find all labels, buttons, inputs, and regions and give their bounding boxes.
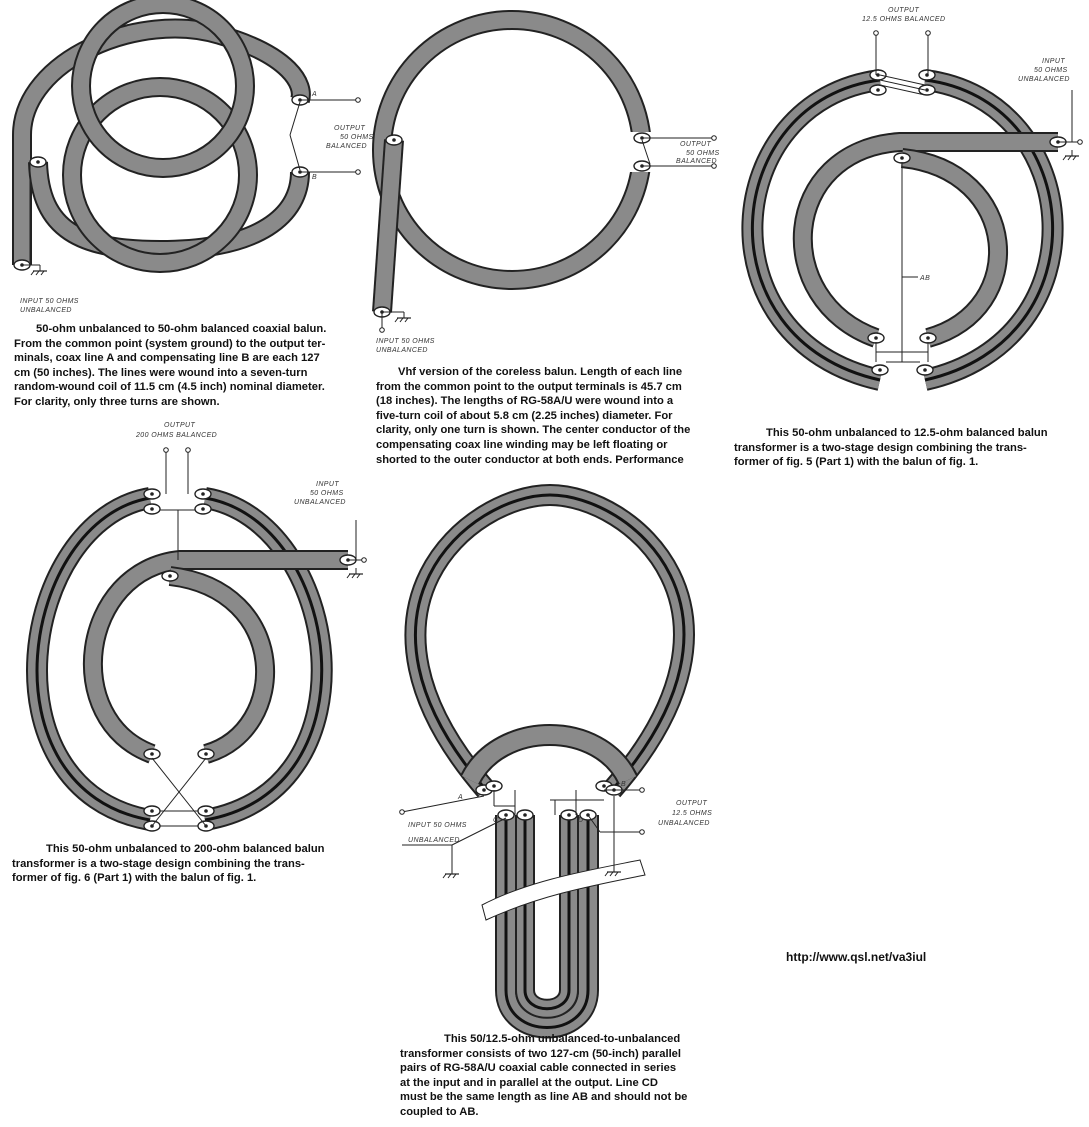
fig4-input-label-3: UNBALANCED: [294, 499, 346, 506]
fig1-input-label-1: INPUT 50 OHMS: [20, 298, 79, 305]
fig5-label-b: B: [621, 781, 627, 788]
fig2-output-terminal-1: [712, 136, 717, 141]
fig2-input-label-2: UNBALANCED: [376, 347, 428, 354]
fig3-coax-windings: [752, 70, 1066, 380]
fig4-input-terminal: [362, 558, 367, 563]
fig1-output-label-1: OUTPUT: [334, 125, 366, 132]
fig2-coax-loop: [374, 20, 656, 317]
fig5-caption: This 50/12.5-ohm unbalanced-to-unbalanced transformer consists of two 127-cm (50-inch) parallel pairs of RG-58A/U coaxial cable connected in series at the input and in parallel at the output. Line CD must be the same length as line AB and should not be coupled to AB.: [400, 1033, 688, 1118]
fig5-input-label-1: INPUT 50 OHMS: [408, 822, 467, 829]
fig4-input-label-2: 50 OHMS: [310, 490, 344, 497]
fig1-label-a: A: [312, 91, 318, 98]
fig3-output-label-1: OUTPUT: [888, 7, 920, 14]
source-url[interactable]: http://www.qsl.net/va3iul: [786, 950, 927, 964]
fig1-output-label-3: BALANCED: [326, 143, 367, 150]
fig1-caption: 50-ohm unbalanced to 50-ohm balanced coaxial balun. From the common point (system ground) to the output ter- minals, coax line A and compensating line B are each 127 cm (50 inches). The lines were wound into a seven-turn random-wound coil of 11.5 cm (4.5 inch) nominal diameter. For clarity, only three turns are shown.: [14, 323, 327, 408]
fig1-ground-icon: [31, 265, 47, 275]
fig5-input-ground-icon: [443, 868, 459, 878]
fig3-output-label-2: 12.5 OHMS BALANCED: [862, 16, 946, 23]
fig5-label-a: A: [458, 794, 464, 801]
fig5-input-label-2: UNBALANCED: [408, 837, 460, 844]
fig5-input-terminal: [400, 810, 405, 815]
fig1-label-b: B: [312, 174, 318, 181]
fig5-label-c: C: [493, 817, 499, 824]
fig1-input-label-2: UNBALANCED: [20, 307, 72, 314]
figure-3-12-5-ohm-balun: [752, 7, 1082, 380]
fig2-output-label-3: BALANCED: [676, 158, 717, 165]
fig4-output-terminal-2: [186, 448, 191, 453]
fig4-coax-windings: [37, 489, 356, 831]
fig4-output-label-2: 200 OHMS BALANCED: [136, 432, 218, 439]
fig5-output-terminal-2: [640, 830, 645, 835]
fig5-output-terminal-1: [640, 788, 645, 793]
fig5-output-label-2: 12.5 OHMS: [672, 810, 713, 817]
fig3-input-label-3: UNBALANCED: [1018, 76, 1070, 83]
fig4-ground-icon: [347, 568, 363, 578]
fig2-output-label-1: OUTPUT: [680, 141, 712, 148]
fig3-output-terminal-1: [874, 31, 879, 36]
figure-4-200-ohm-balun: [37, 422, 366, 831]
fig5-output-label-1: OUTPUT: [676, 800, 708, 807]
fig1-coax-coil: [14, 4, 308, 270]
fig2-output-label-2: 50 OHMS: [686, 150, 720, 157]
figure-5-12-5-ohm-unun: [400, 495, 712, 1028]
fig5-output-label-3: UNBALANCED: [658, 820, 710, 827]
fig3-input-label-2: 50 OHMS: [1034, 67, 1068, 74]
fig4-output-label-1: OUTPUT: [164, 422, 196, 429]
fig4-output-terminal-1: [164, 448, 169, 453]
fig2-caption: Vhf version of the coreless balun. Length of each line from the common point to the output terminals is 45.7 cm (18 inches). The lengths of RG-58A/U were wound into a five-turn coil of about 5.8 cm (2.25 inches) diameter. For clarity, only one turn is shown. The center conductor of the compensating coax line winding may be left floating or shorted to the outer conductor at both ends. Performance: [376, 366, 691, 466]
fig2-wiring: [382, 138, 714, 330]
figure-1-balun: [14, 4, 374, 314]
fig2-input-terminal: [380, 328, 385, 333]
fig1-output-label-2: 50 OHMS: [340, 134, 374, 141]
fig3-input-terminal: [1078, 140, 1083, 145]
figure-2-vhf-balun: [374, 20, 720, 354]
fig4-caption: This 50-ohm unbalanced to 200-ohm balanced balun transformer is a two-stage design combining the trans- former of fig. 6 (Part 1) with the balun of fig. 1.: [12, 843, 325, 885]
fig1-output-terminal-2: [356, 170, 361, 175]
fig2-ground-icon: [395, 312, 411, 322]
fig3-caption: This 50-ohm unbalanced to 12.5-ohm balanced balun transformer is a two-stage design combining the trans- former of fig. 5 (Part 1) with the balun of fig. 1.: [734, 427, 1048, 469]
fig2-input-label-1: INPUT 50 OHMS: [376, 338, 435, 345]
fig3-input-label-1: INPUT: [1042, 58, 1065, 65]
fig5-label-d: D: [578, 817, 584, 824]
fig3-output-terminal-2: [926, 31, 931, 36]
fig5-coax-windings: [415, 495, 683, 1028]
fig1-output-terminal-1: [356, 98, 361, 103]
fig4-input-label-1: INPUT: [316, 481, 339, 488]
fig3-ab-label: AB: [920, 275, 931, 282]
fig3-ground-icon: [1063, 150, 1079, 160]
